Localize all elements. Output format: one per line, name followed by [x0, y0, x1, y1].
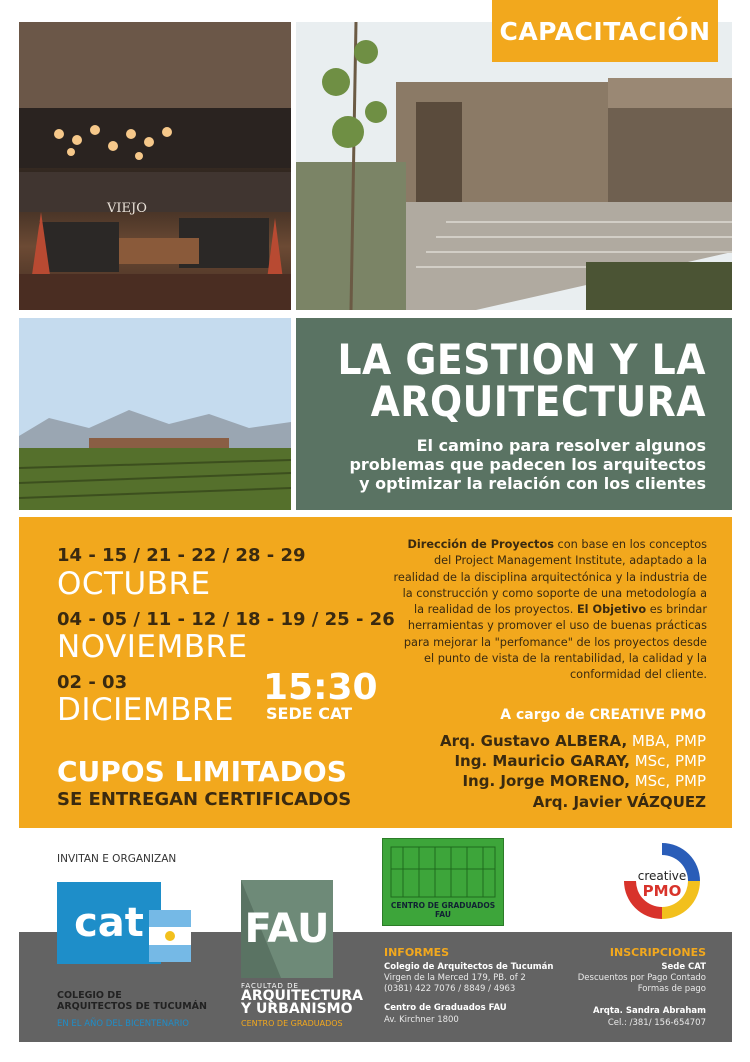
- subtitle-line: problemas que padecen los arquitectos: [349, 455, 706, 474]
- cat-logo-text: cat: [57, 882, 161, 964]
- limited-seats: CUPOS LIMITADOS: [57, 755, 347, 788]
- description-bold-2: El Objetivo: [576, 603, 647, 617]
- creative-pmo-icon: [614, 838, 710, 924]
- informes-org-2: [384, 1003, 507, 1014]
- fau-name: [241, 990, 363, 1016]
- venue: SEDE CAT: [266, 704, 353, 723]
- inscripciones-sede-name: Sede CAT: [661, 962, 706, 972]
- interior-sign-text: VIEJO: [107, 201, 147, 216]
- informes-title: INFORMES: [384, 946, 450, 959]
- description-text-1: con base en los conceptos del Project Management Institute, adaptado a la realidad de la disciplina arquitectónica y la industria de la construcción y como soporte de una metodología a la realidad de los proyectos.: [393, 538, 707, 617]
- staff-title: MSc, PMP: [629, 752, 706, 770]
- subtitle-line: El camino para resolver algunos: [416, 436, 706, 455]
- cat-name: [57, 990, 207, 1012]
- inscripciones-title: INSCRIPCIONES: [609, 946, 706, 959]
- november-dates: 04 - 05 / 11 - 12 / 18 - 19 / 25 - 26: [57, 609, 395, 630]
- staff-name: Ing. Mauricio GARAY,: [454, 752, 630, 770]
- certificates-note: SE ENTREGAN CERTIFICADOS: [57, 789, 352, 810]
- creative-pmo-logo: [614, 838, 710, 924]
- cat-logo: [57, 882, 187, 964]
- interior-photo: [19, 22, 291, 310]
- subtitle: [349, 436, 706, 493]
- staff-title: MBA, PMP: [627, 732, 706, 750]
- fau-label: FACULTAD DE: [241, 982, 299, 990]
- staff-member: [454, 752, 706, 770]
- cat-motto: EN EL AÑO DEL BICENTENARIO: [57, 1019, 189, 1029]
- vineyard-photo: [19, 318, 291, 510]
- fau-name-line: Y URBANISMO: [241, 1001, 353, 1017]
- november-label: NOVIEMBRE: [57, 629, 248, 665]
- staff-name: Ing. Jorge MORENO,: [462, 772, 630, 790]
- informes-address-1: Virgen de la Merced 179, PB. of 2: [384, 973, 526, 983]
- inscripciones-cel: Cel.: /381/ 156-654707: [607, 1018, 706, 1028]
- december-label: DICIEMBRE: [57, 692, 235, 728]
- info-block: [19, 517, 732, 828]
- informes-address-2: Av. Kirchner 1800: [384, 1015, 459, 1025]
- fau-centro: CENTRO DE GRADUADOS: [241, 1019, 343, 1028]
- organizers-label: INVITAN E ORGANIZAN: [57, 853, 177, 865]
- building-scene: [296, 22, 732, 310]
- staff-name: Arq. Javier VÁZQUEZ: [532, 793, 706, 811]
- fau-logo-text: FAU: [244, 906, 330, 952]
- staff-name: Arq. Gustavo ALBERA,: [439, 732, 628, 750]
- staff-member: [533, 793, 706, 811]
- vineyard-scene: [19, 318, 291, 510]
- october-label: OCTUBRE: [57, 566, 211, 602]
- graduados-logo: [382, 838, 504, 926]
- description-bold-1: Dirección de Proyectos: [407, 538, 554, 551]
- category-tag: CAPACITACIÓN: [492, 0, 718, 62]
- building-photo: [296, 22, 732, 310]
- subtitle-line: y optimizar la relación con los clientes: [359, 474, 706, 493]
- fau-logo: [241, 880, 333, 978]
- informes-org-2-name: Centro de Graduados FAU: [384, 1003, 507, 1013]
- inscripciones-line-1: Descuentos por Pago Contado: [577, 973, 706, 983]
- informes-org-1-name: Colegio de Arquitectos de Tucumán: [384, 962, 554, 972]
- informes-org-1: [384, 962, 553, 973]
- inscripciones-sede: [661, 962, 706, 973]
- cat-name-line: COLEGIO DE: [57, 990, 122, 1001]
- course-description: [391, 537, 707, 684]
- october-dates: 14 - 15 / 21 - 22 / 28 - 29: [57, 545, 306, 566]
- fau-name-line: ARQUITECTURA: [241, 988, 364, 1004]
- cat-name-line: ARQUITECTOS DE TUCUMÁN: [57, 1001, 207, 1012]
- title-line-1: LA GESTION Y LA: [337, 335, 706, 384]
- staff-member: [440, 732, 706, 750]
- inscripciones-line-2: Formas de pago: [637, 984, 706, 994]
- argentina-flag-icon: [149, 910, 191, 962]
- graduados-label: CENTRO DE GRADUADOS FAU: [390, 901, 496, 919]
- inscripciones-contact-name: Arqta. Sandra Abraham: [593, 1006, 706, 1016]
- interior-scene: [19, 22, 291, 310]
- inscripciones-contact: [593, 1006, 706, 1017]
- december-dates: 02 - 03: [57, 672, 128, 693]
- creative-text: creative: [637, 869, 687, 883]
- staff-member: [462, 772, 706, 790]
- pmo-text: PMO: [642, 882, 682, 900]
- description-text-2: es brindar herramientas y promover el uso de buenas prácticas para mejorar la "perfomance" de los proyectos desde el punto de vista de la rentabilidad, la calidad y la conformidad del cliente.: [403, 603, 707, 682]
- start-time: 15:30: [263, 667, 378, 708]
- title-block: [296, 318, 732, 510]
- staff-title: MSc, PMP: [629, 772, 706, 790]
- informes-phone-1: (0381) 422 7076 / 8849 / 4963: [384, 984, 516, 994]
- organizer-heading: A cargo de CREATIVE PMO: [500, 707, 706, 723]
- title-line-2: ARQUITECTURA: [370, 377, 706, 426]
